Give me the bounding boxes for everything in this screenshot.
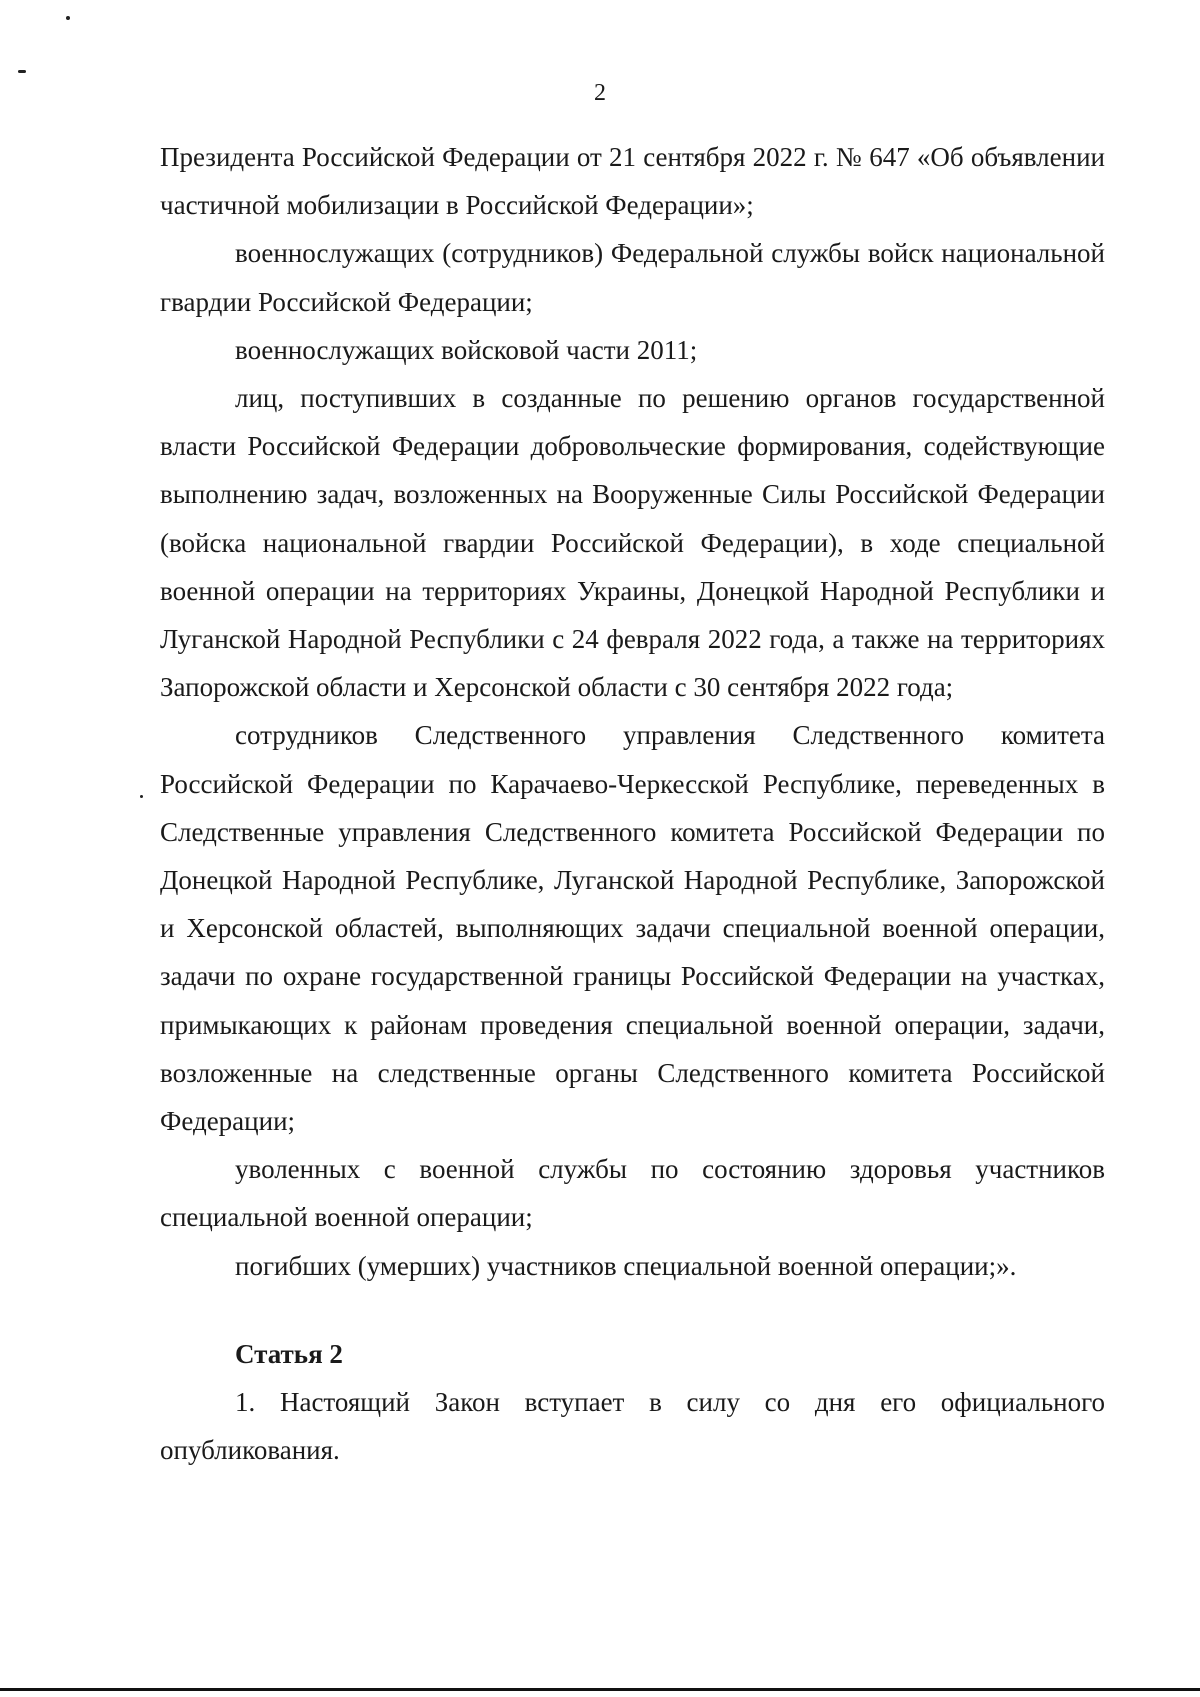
paragraph-investigative-committee: сотрудников Следственного управления Следственного комитета Российской Федерации по Карачаево-Черкесской Республике, переведенных в Следственные управления Следственного комитета Российской Федерации по Донецкой Народной Республике, Луганской Народной Республике, Запорожской и Херсонской областей, выполняющих задачи специальной военной операции, задачи по охране государственной границы Российской Федерации на участках, примыкающих к районам проведения специальной военной операции, задачи, возложенные на следственные органы Следственного комитета Российской Федерации; [160, 720, 1105, 1137]
paragraph-national-guard: военнослужащих (сотрудников) Федеральной службы войск национальной гвардии Российской Федерации; [160, 238, 1105, 317]
paragraph-decree-reference: Президента Российской Федерации от 21 сентября 2022 г. № 647 «Об объявлении частичной мобилизации в Российской Федерации»; [160, 142, 1105, 221]
paragraph-dismissed-participants: уволенных с военной службы по состоянию здоровья участников специальной военной операции; [160, 1154, 1105, 1233]
scan-speck [18, 70, 26, 73]
paragraph-volunteer-formations: лиц, поступивших в созданные по решению органов государственной власти Российской Федерации добровольческие формирования, содействующие выполнению задач, возложенных на Вооруженные Силы Российской Федерации (войска национальной гвардии Российской Федерации), в ходе специальной военной операции на территориях Украины, Донецкой Народной Республики и Луганской Народной Республики с 24 февраля 2022 года, а также на территориях Запорожской области и Херсонской области с 30 сентября 2022 года; [160, 383, 1105, 703]
scan-speck [140, 795, 143, 798]
scan-border-bottom [0, 1688, 1200, 1691]
article-text: 1. Настоящий Закон вступает в силу со дня его официального опубликования. [160, 1387, 1105, 1466]
document-body [160, 133, 1105, 1474]
scan-speck [66, 16, 70, 20]
paragraph-deceased-participants: погибших (умерших) участников специальной военной операции;». [235, 1250, 1017, 1281]
article-heading: Статья 2 [235, 1338, 343, 1369]
paragraph-military-unit: военнослужащих войсковой части 2011; [235, 334, 698, 365]
page-number: 2 [594, 80, 606, 106]
